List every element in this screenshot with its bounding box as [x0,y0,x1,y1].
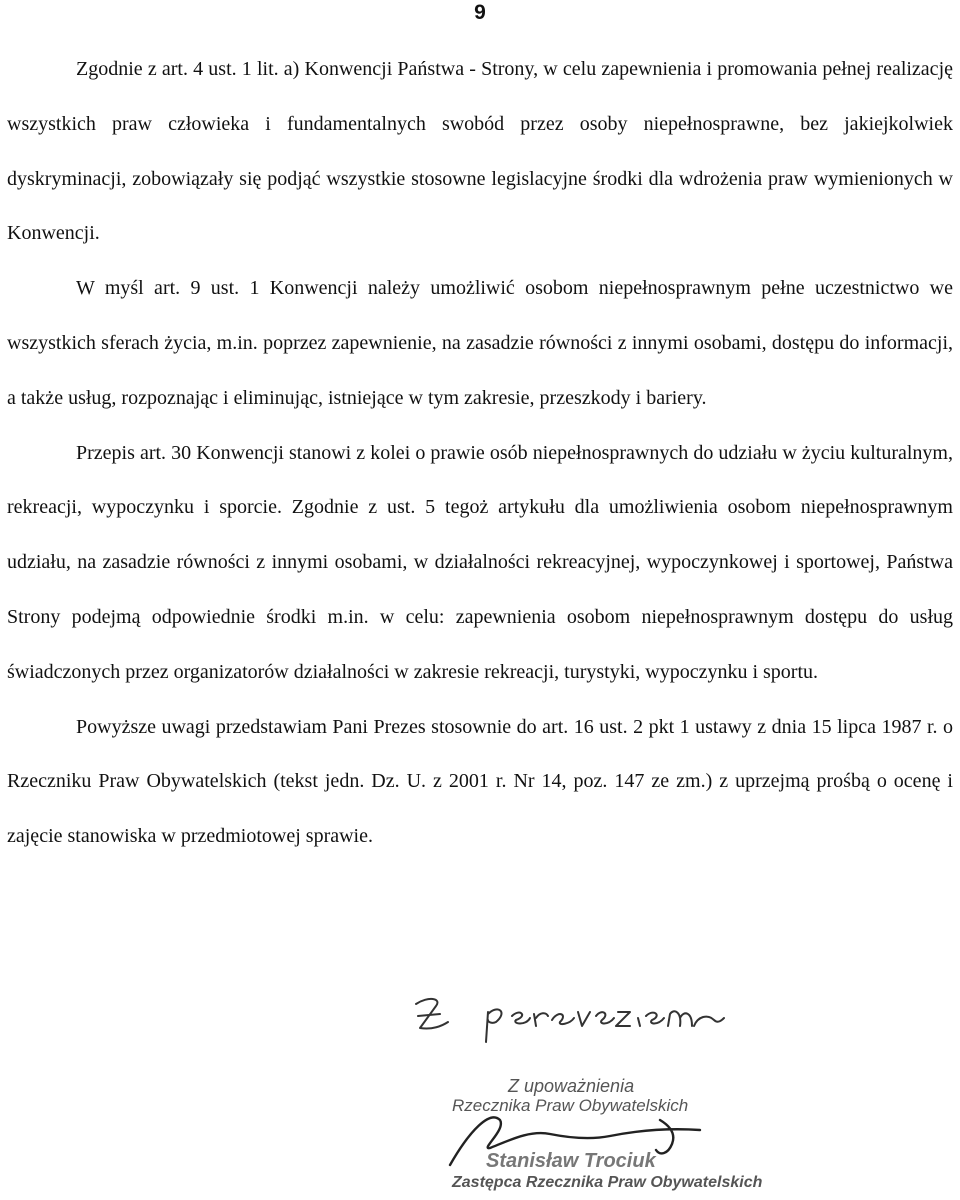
signature-stamp [400,1040,763,1200]
stamp-authorization: Z upoważnienia [508,1076,635,1096]
stamp-office: Rzecznika Praw Obywatelskich [452,1096,689,1115]
letter-body [7,42,953,864]
page-number: 9 [474,1,486,24]
handwritten-closing-signature [408,990,728,1045]
stamp-signatory-name: Stanisław Trociuk [486,1150,656,1172]
paragraph-article-30: Przepis art. 30 Konwencji stanowi z kolei o prawie osób niepełnosprawnych do udziału w życiu kulturalnym, rekreacji, wypoczynku i sporcie. Zgodnie z ust. 5 tegoż artykułu dla umożliwienia osobom niepełnosprawnym udziału, na zasadzie równości z innymi osobami, w działalności rekreacyjnej, wypoczynkowej i sportowej, Państwa Strony podejmą odpowiednie środki m.in. w celu: zapewnienia osobom niepełnosprawnym dostępu do usług świadczonych przez organizatorów działalności w zakresie rekreacji, turystyki, wypoczynku i sportu. [7,441,953,683]
paragraph-article-9: W myśl art. 9 ust. 1 Konwencji należy umożliwić osobom niepełnosprawnym pełne uczestnictwo we wszystkich sferach życia, m.in. poprzez zapewnienie, na zasadzie równości z innymi osobami, dostępu do informacji, a także usług, rozpoznając i eliminując, istniejące w tym zakresie, przeszkody i bariery. [7,277,953,409]
paragraph-article-4: Zgodnie z art. 4 ust. 1 lit. a) Konwencji Państwa - Strony, w celu zapewnienia i promowania pełnej realizację wszystkich praw człowieka i fundamentalnych swobód przez osoby niepełnosprawne, bez jakiejkolwiek dyskryminacji, zobowiązały się podjąć wszystkie stosowne legislacyjne środki dla wdrożenia praw wymienionych w Konwencji. [7,58,953,245]
paragraph-closing: Powyższe uwagi przedstawiam Pani Prezes stosownie do art. 16 ust. 2 pkt 1 ustawy z dnia 15 lipca 1987 r. o Rzeczniku Praw Obywatelskich (tekst jedn. Dz. U. z 2001 r. Nr 14, poz. 147 ze zm.) z uprzejmą prośbą o ocenę i zajęcie stanowiska w przedmiotowej sprawie. [7,715,953,848]
stamp-signatory-title: Zastępca Rzecznika Praw Obywatelskich [452,1174,763,1191]
